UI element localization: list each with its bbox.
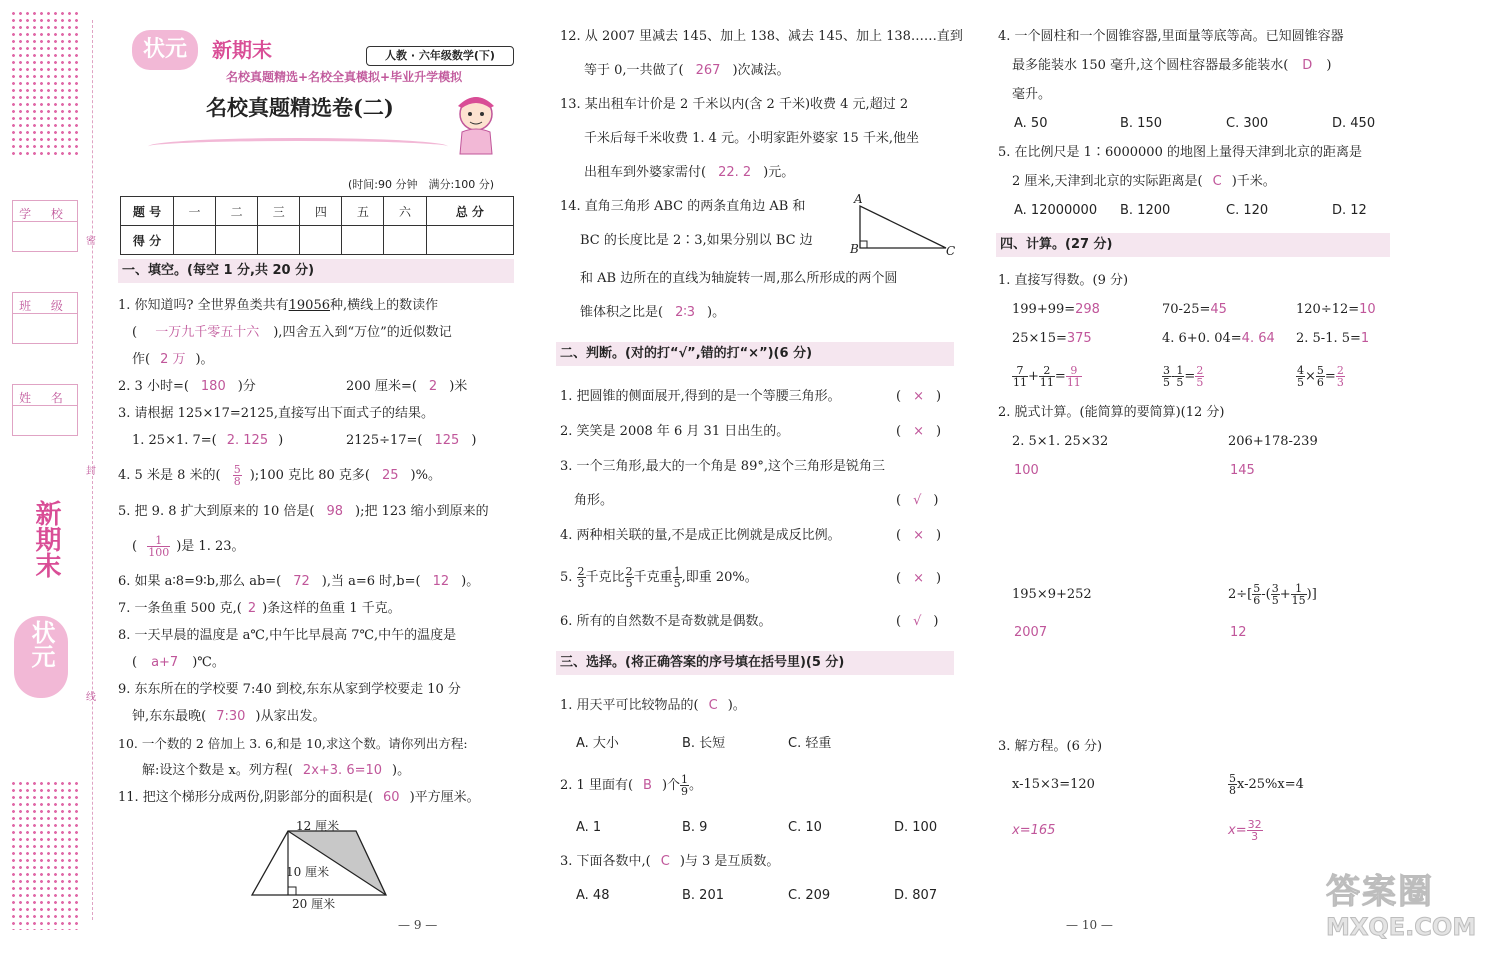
direct-calc-3: 120÷12=10 [1296,302,1376,317]
answer: 125 [434,433,460,448]
answer: 98 [326,504,344,519]
score-header: 五 [342,197,384,226]
choice-3-option[interactable]: D. 807 [894,888,938,903]
score-header: 一 [174,197,216,226]
fraction: $\frac{2}{5}$ [625,565,633,590]
right-triangle-figure [850,192,960,262]
q3b: 2125÷17=( 125 ) [346,433,477,448]
q5b: ( $\frac{1}{100}$ )是 1. 23。 [132,534,245,559]
q2b: 200 厘米=( 2 )米 [346,379,468,394]
q9: 9. 东东所在的学校要 7:40 到校,东东从家到学校要走 10 分 [118,682,461,697]
fraction: $\frac{5}{8}$ [1229,772,1236,797]
choice-1-option[interactable]: B. 长短 [682,736,726,751]
section-4-title: 四、计算。(27 分) [996,233,1390,257]
fraction: $\frac{2}{3}$ [577,565,585,590]
judge-3: 3. 一个三角形,最大的一个角是 89°,这个三角形是锐角三 [560,459,885,474]
score-table-header-row [121,197,514,226]
answer-fraction: $\frac{2}{5}$ [1196,364,1204,389]
judge-answer-2[interactable]: ( × ) [896,424,942,439]
answer: C [1212,174,1222,189]
page-number-10: — 10 — [1066,918,1113,932]
judge-5: 5. $\frac{2}{3}$ 千克比 $\frac{2}{5}$ 千克重 $\frac{1}{5}$ ,即重 20%。 [560,565,758,590]
fraction: $\frac{1}{15}$ [1291,582,1306,607]
choice-5b: 2 厘米,天津到北京的实际距离是( C )千米。 [1012,174,1276,189]
score-header: 题 号 [121,197,174,226]
watermark-logo [1326,864,1486,950]
step-calc-1: 2. 5×1. 25×32 [1012,434,1109,449]
choice-5-option[interactable]: B. 1200 [1120,203,1171,218]
judge-6: 6. 所有的自然数不是奇数就是偶数。 [560,614,772,629]
answer: D [1302,58,1313,73]
choice-4c: 毫升。 [1012,87,1052,102]
choice-4-option[interactable]: A. 50 [1014,116,1048,131]
name-label: 姓 名 [19,391,71,405]
equation-1: x-15×3=120 [1012,777,1095,792]
choice-1-option[interactable]: A. 大小 [576,736,619,751]
fraction: $\frac{1}{9}$ [681,773,689,798]
score-header: 二 [216,197,258,226]
step-calc-4: 2÷[ $\frac{5}{6}$ -( $\frac{3}{5}$ + $\frac{1}{15}$ )] [1228,582,1317,607]
answer: 2 [428,379,438,394]
score-header: 总 分 [426,197,513,226]
trapezoid-top-label: 12 厘米 [296,819,340,833]
choice-3: 3. 下面各数中,( C )与 3 是互质数。 [560,854,780,869]
answer: 180 [200,379,226,394]
page-number-9: — 9 — [398,918,438,932]
direct-calc-5: 4. 6+0. 04=4. 64 [1162,331,1275,346]
score-header: 三 [258,197,300,226]
step-calc-3: 195×9+252 [1012,587,1092,602]
brand-logo [132,30,198,70]
answer-fraction: $\frac{5}{8}$ [233,463,241,488]
judge-answer-4[interactable]: ( × ) [896,528,942,543]
answer: 2. 125 [226,433,269,448]
q12b: 等于 0,一共做了( 267 )次减法。 [584,63,790,78]
title-swoosh [148,138,448,155]
decor-dots-bottom [10,780,80,930]
choice-3-option[interactable]: C. 209 [788,888,831,903]
q13: 13. 某出租车计价是 2 千米以内(含 2 千米)收费 4 元,超过 2 [560,97,909,112]
direct-calc-9: $\frac{4}{5}$ × $\frac{5}{6}$ = $\frac{2}{3}$ [1297,364,1344,389]
fraction: $\frac{1}{5}$ [673,565,681,590]
q6: 6. 如果 a∶8=9∶b,那么 ab=( 72 ),当 a=6 时,b=( 12 )。 [118,574,480,589]
direct-calc-6: 2. 5-1. 5=1 [1296,331,1370,346]
answer: 2∶3 [675,305,696,320]
name-field[interactable] [12,384,78,436]
answer: 7:30 [216,709,246,724]
header-subtitle: 名校真题精选+名校全真模拟+毕业升学模拟 [226,70,463,84]
answer: 2 [247,601,257,616]
series-title: 新期末 [212,38,272,62]
fraction: $\frac{1}{5}$ [1176,364,1184,389]
section-1-title: 一、填空。(每空 1 分,共 20 分) [118,259,514,283]
step-calc-4-answer: 12 [1230,625,1247,640]
q12: 12. 从 2007 里减去 145、加上 138、减去 145、加上 138……直到 [560,29,963,44]
q9b: 钟,东东最晚( 7:30 )从家出发。 [132,709,326,724]
answer: a+7 [151,655,179,670]
choice-5-option[interactable]: C. 120 [1226,203,1269,218]
judge-2: 2. 笑笑是 2008 年 6 月 31 日出生的。 [560,424,790,439]
fraction: $\frac{5}{6}$ [1253,582,1261,607]
judge-1: 1. 把圆锥的侧面展开,得到的是一个等腰三角形。 [560,389,841,404]
sidebar-logo [14,616,68,698]
choice-4-option[interactable]: D. 450 [1332,116,1376,131]
judge-answer-5[interactable]: ( × ) [896,571,942,586]
choice-2-option[interactable]: A. 1 [576,820,602,835]
fraction: $\frac{5}{6}$ [1316,364,1324,389]
q8b: ( a+7 )℃。 [132,655,225,670]
answer: 60 [383,790,400,805]
judge-answer-3[interactable]: ( √ ) [896,493,939,508]
answer-fraction: $\frac{2}{3}$ [1336,364,1344,389]
score-cell[interactable] [426,226,513,255]
class-label: 班 级 [19,299,71,313]
fraction: $\frac{3}{5}$ [1163,364,1170,389]
equation-2-answer: x= $\frac{32}{3}$ [1228,818,1262,843]
direct-calc-7: $\frac{7}{11}$ + $\frac{2}{11}$ = $\frac{9}{11}$ [1013,364,1081,389]
answer: 一万九千零五十六 [155,325,260,340]
score-cell[interactable] [258,226,300,255]
answer: 2 万 [160,352,186,367]
grade-badge: 人教 · 六年级数学(下) [366,46,514,66]
q5: 5. 把 9. 8 扩大到原来的 10 倍是( 98 );把 123 缩小到原来的 [118,504,489,519]
score-cell[interactable] [216,226,258,255]
fraction: $\frac{3}{5}$ [1271,582,1279,607]
trapezoid-figure [246,815,396,915]
vertex-b-label: B [850,242,859,256]
answer: 12 [432,574,450,589]
q2: 2. 3 小时=( 180 )分 [118,379,256,394]
q14b: BC 的长度比是 2∶3,如果分别以 BC 边 [580,233,813,248]
choice-2-option[interactable]: B. 9 [682,820,708,835]
choice-1-option[interactable]: C. 轻重 [788,736,832,751]
choice-4: 4. 一个圆柱和一个圆锥容器,里面量等底等高。已知圆锥容器 [998,29,1344,44]
choice-2-option[interactable]: D. 100 [894,820,938,835]
vertex-c-label: C [946,244,956,258]
score-cell[interactable] [384,226,426,255]
choice-2: 2. 1 里面有( B )个 $\frac{1}{9}$ 。 [560,773,703,798]
cut-mark: 封 [86,466,96,477]
choice-3-option[interactable]: B. 201 [682,888,724,903]
equation-2: $\frac{5}{8}$ x-25%x=4 [1229,772,1304,797]
score-header: 四 [300,197,342,226]
answer: B [643,778,652,793]
answer: C [660,854,670,869]
mascot-icon [446,92,506,158]
choice-5: 5. 在比例尺是 1∶6000000 的地图上量得天津到北京的距离是 [998,145,1362,160]
equation-title: 3. 解方程。(6 分) [998,739,1103,754]
watermark-bottom: MXQE.COM [1326,913,1477,941]
answer-fraction: $\frac{9}{11}$ [1066,364,1081,389]
direct-calc-4: 25×15=375 [1012,331,1092,346]
q13b: 千米后每千米收费 1. 4 元。小明家距外婆家 15 千米,他坐 [584,131,920,146]
q11: 11. 把这个梯形分成两份,阴影部分的面积是( 60 )平方厘米。 [118,790,480,805]
score-table-row [121,226,514,255]
cut-mark: 线 [86,692,96,703]
class-field[interactable] [12,292,78,344]
direct-calc-2: 70-25=45 [1162,302,1227,317]
score-row-label: 得 分 [121,226,174,255]
choice-5-option[interactable]: A. 12000000 [1014,203,1098,218]
school-field[interactable] [12,200,78,252]
q14: 14. 直角三角形 ABC 的两条直角边 AB 和 [560,199,806,214]
fraction: $\frac{2}{11}$ [1039,364,1054,389]
answer: 22. 2 [718,165,752,180]
direct-calc-1: 199+99=298 [1012,302,1100,317]
q1-line2: ( 一万九千零五十六 ),四舍五入到“万位”的近似数记 [132,325,452,340]
paper-title: 名校真题精选卷(二) [206,95,394,120]
vertex-a-label: A [854,192,863,206]
score-cell[interactable] [174,226,216,255]
trapezoid-bottom-label: 20 厘米 [292,897,336,911]
choice-3-option[interactable]: A. 48 [576,888,610,903]
q7: 7. 一条鱼重 500 克,( 2 )条这样的鱼重 1 千克。 [118,601,401,616]
answer: 267 [695,63,721,78]
judge-answer-1[interactable]: ( × ) [896,389,942,404]
choice-2-option[interactable]: C. 10 [788,820,822,835]
fraction: $\frac{4}{5}$ [1297,364,1304,389]
q3: 3. 请根据 125×17=2125,直接写出下面式子的结果。 [118,406,435,421]
watermark-top: 答案圈 [1326,872,1434,912]
step-calc-title: 2. 脱式计算。(能简算的要简算)(12 分) [998,405,1225,420]
brand-logo-text: 状元 [142,37,187,62]
q10b: 解:设这个数是 x。列方程( 2x+3. 6=10 )。 [142,763,411,778]
q8: 8. 一天早晨的温度是 a℃,中午比早晨高 7℃,中午的温度是 [118,628,457,643]
q10: 10. 一个数的 2 倍加上 3. 6,和是 10,求这个数。请你列出方程: [118,736,468,751]
answer: C [708,698,718,713]
q4: 4. 5 米是 8 米的( $\frac{5}{8}$ );100 克比 80 克多( 25 )%。 [118,463,441,488]
school-label: 学 校 [19,207,71,221]
score-cell[interactable] [300,226,342,255]
time-info: (时间:90 分钟 满分:100 分) [348,178,494,191]
q14d: 锥体积之比是( 2∶3 )。 [580,305,726,320]
choice-4b: 最多能装水 150 毫升,这个圆柱容器最多能装水( D ) [1012,58,1332,73]
choice-1: 1. 用天平可比较物品的( C )。 [560,698,746,713]
answer: 25 [381,468,399,483]
cut-mark: 密 [86,236,96,247]
section-3-title: 三、选择。(将正确答案的序号填在括号里)(5 分) [556,651,954,675]
score-table [120,196,514,255]
q3a: 1. 25×1. 7=( 2. 125 ) [132,433,284,448]
judge-answer-6[interactable]: ( √ ) [896,614,939,629]
q1-line3: 作( 2 万 )。 [132,352,214,367]
step-calc-2-answer: 145 [1230,463,1255,478]
score-header: 六 [384,197,426,226]
direct-calc-8: $\frac{3}{5}$ - $\frac{1}{5}$ = $\frac{2}{5}$ [1163,364,1204,389]
answer: 2x+3. 6=10 [302,763,383,778]
score-cell[interactable] [342,226,384,255]
step-calc-3-answer: 2007 [1014,625,1048,640]
choice-4-option[interactable]: B. 150 [1120,116,1162,131]
step-calc-2: 206+178-239 [1228,434,1318,449]
choice-5-option[interactable]: D. 12 [1332,203,1367,218]
answer-fraction: $\frac{1}{100}$ [148,534,170,559]
fraction: $\frac{7}{11}$ [1013,364,1027,389]
equation-1-answer: x=165 [1012,823,1056,838]
trapezoid-height-label: 10 厘米 [286,865,330,879]
q1-line1: 1. 你知道吗? 全世界鱼类共有19056种,横线上的数读作 [118,298,439,313]
step-calc-1-answer: 100 [1014,463,1039,478]
judge-3b: 角形。 [574,493,614,508]
choice-4-option[interactable]: C. 300 [1226,116,1269,131]
decor-dots-top [10,10,80,155]
q13c: 出租车到外婆家需付( 22. 2 )元。 [584,165,795,180]
judge-4: 4. 两种相关联的量,不是成正比例就是成反比例。 [560,528,841,543]
sidebar-brand: 新期末 [31,500,61,578]
q14c: 和 AB 边所在的直线为轴旋转一周,那么所形成的两个圆 [580,271,898,286]
sidebar-logo-text: 状元 [27,620,55,668]
direct-calc-title: 1. 直接写得数。(9 分) [998,273,1129,288]
section-2-title: 二、判断。(对的打“√”,错的打“×”)(6 分) [556,342,954,366]
answer-fraction: $\frac{32}{3}$ [1247,818,1262,843]
answer: 72 [293,574,310,589]
